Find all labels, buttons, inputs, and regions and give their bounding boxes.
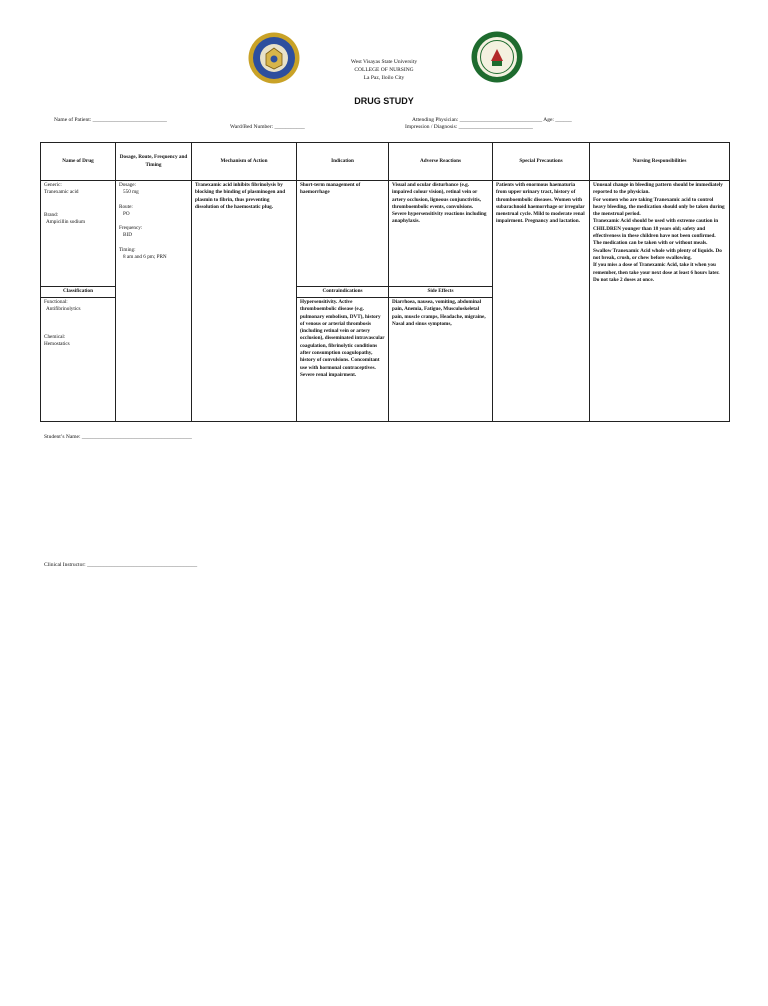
contraindications-cell: Hypersensitivity. Active thromboembolic disease (e.g. pulmonary embolism, DVT), history of venous or arterial thrombosis (including retinal vein or artery occlusion), disseminated intravascular coagulation, fibrinolytic conditions after consumption coagulopathy, history of convulsions. Concomitant use with hormonal contraceptives. Severe renal impairment.: [297, 298, 389, 422]
indication-cell: Short-term management of haemorrhage: [297, 181, 389, 287]
patient-name-field[interactable]: Name of Patient: ___________________________: [54, 117, 167, 123]
side-effects-label: Side Effects: [389, 287, 493, 298]
nursing-item: Unusual change in bleeding pattern should be immediately reported to the physician.: [593, 182, 723, 196]
functional-value: Antifibrinolytics: [46, 306, 81, 313]
impression-field[interactable]: Impression / Diagnosis: ___________________________: [405, 124, 533, 130]
attending-physician-field[interactable]: Attending Physician: ______________________________ Age: ______: [412, 117, 572, 123]
dosage-value: 550 mg: [123, 189, 139, 196]
page-title: DRUG STUDY: [354, 96, 414, 106]
classification-cell: [41, 298, 116, 422]
drug-study-table: [40, 142, 730, 422]
timing-label: Timing:: [119, 246, 136, 253]
header-dosage: Dosage, Route, Frequency and Timing: [116, 143, 192, 181]
header-indication: Indication: [297, 143, 389, 181]
drug-name-cell: [41, 181, 116, 287]
generic-label: Generic:: [44, 182, 62, 188]
side-effects-cell: Diarrhoea, nausea, vomiting, abdominal pain, Anemia, Fatigue, Musculoskeletal pain, muscle cramps, Headache, migraine, Nasal and sinus symptoms,: [389, 298, 493, 422]
frequency-label: Frequency:: [119, 225, 143, 232]
nursing-item: Tranexamic Acid should be used with extreme caution in CHILDREN younger than 18 years old; safety and effectiveness in these children have not been confirmed.: [593, 218, 719, 240]
brand-label: Brand:: [44, 211, 59, 218]
adverse-reactions-cell: Visual and ocular disturbance (e.g. impaired colour vision), retinal vein or artery occlusion, ligneous conjunctivitis, thromboembolic events, convulsions. Severe hypersensitivity reactions including anaphylaxis.: [389, 181, 493, 287]
nursing-item: If you miss a dose of Tranexamic Acid, take it when you remember, then take your next dose at least 6 hours later. Do not take 2 doses at once.: [593, 262, 720, 283]
nursing-item: For women who are taking Tranexamic acid to control heavy bleeding, the medication should only be taken during the menstrual period.: [593, 196, 725, 218]
header-adverse-reactions: Adverse Reactions: [389, 143, 493, 181]
university-name: West Visayas State University: [350, 59, 418, 65]
nursing-item: The medication can be taken with or without meals.: [593, 240, 708, 247]
nursing-item: Swallow Tranexamic Acid whole with plenty of liquids. Do not break, crush, or chew before swallowing.: [593, 247, 722, 261]
nursing-responsibilities-cell: [590, 181, 730, 422]
chemical-label: Chemical:: [44, 333, 66, 340]
ward-bed-field[interactable]: Ward/Bed Number: ___________: [230, 124, 305, 130]
header-name-of-drug: Name of Drug: [41, 143, 116, 181]
college-location: La Paz, Iloilo City: [363, 75, 405, 81]
route-label: Route:: [119, 203, 133, 210]
header-mechanism: Mechanism of Action: [192, 143, 297, 181]
clinical-instructor-field[interactable]: Clinical Instructor: ________________________________________: [44, 562, 198, 568]
timing-value: 8 am and 6 pm; PRN: [123, 254, 167, 261]
mechanism-cell: Tranexamic acid inhibits fibrinolysis by blocking the binding of plasminogen and plasmin to fibrin, thus preventing dissolution of the haemostatic plug.: [192, 181, 297, 422]
route-value: PO: [123, 210, 130, 217]
brand-name: Ampicillin sodium: [46, 218, 86, 225]
special-precautions-cell: Patients with enormous haematuria from upper urinary tract, history of thromboembolic diseases. Women with subarachnoid haemorrhage or irregular menstrual cycle. Mild to moderate renal impairment. Pregnancy and lactation.: [493, 181, 590, 422]
college-name: COLLEGE OF NURSING: [354, 67, 414, 73]
header-special-precautions: Special Precautions: [493, 143, 590, 181]
functional-label: Functional:: [44, 299, 68, 305]
classification-label: Classification: [41, 287, 116, 298]
student-name-field[interactable]: Student’s Name: ________________________________________: [44, 434, 192, 440]
chemical-value: Hemostatics: [44, 340, 70, 347]
dosage-cell: [116, 181, 192, 422]
contraindications-label: Contraindications: [297, 287, 389, 298]
generic-name: Tranexamic acid: [44, 189, 79, 196]
dosage-label: Dosage:: [119, 182, 136, 188]
frequency-value: BID: [123, 232, 132, 239]
header-nursing-responsibilities: Nursing Responsibilities: [590, 143, 730, 181]
